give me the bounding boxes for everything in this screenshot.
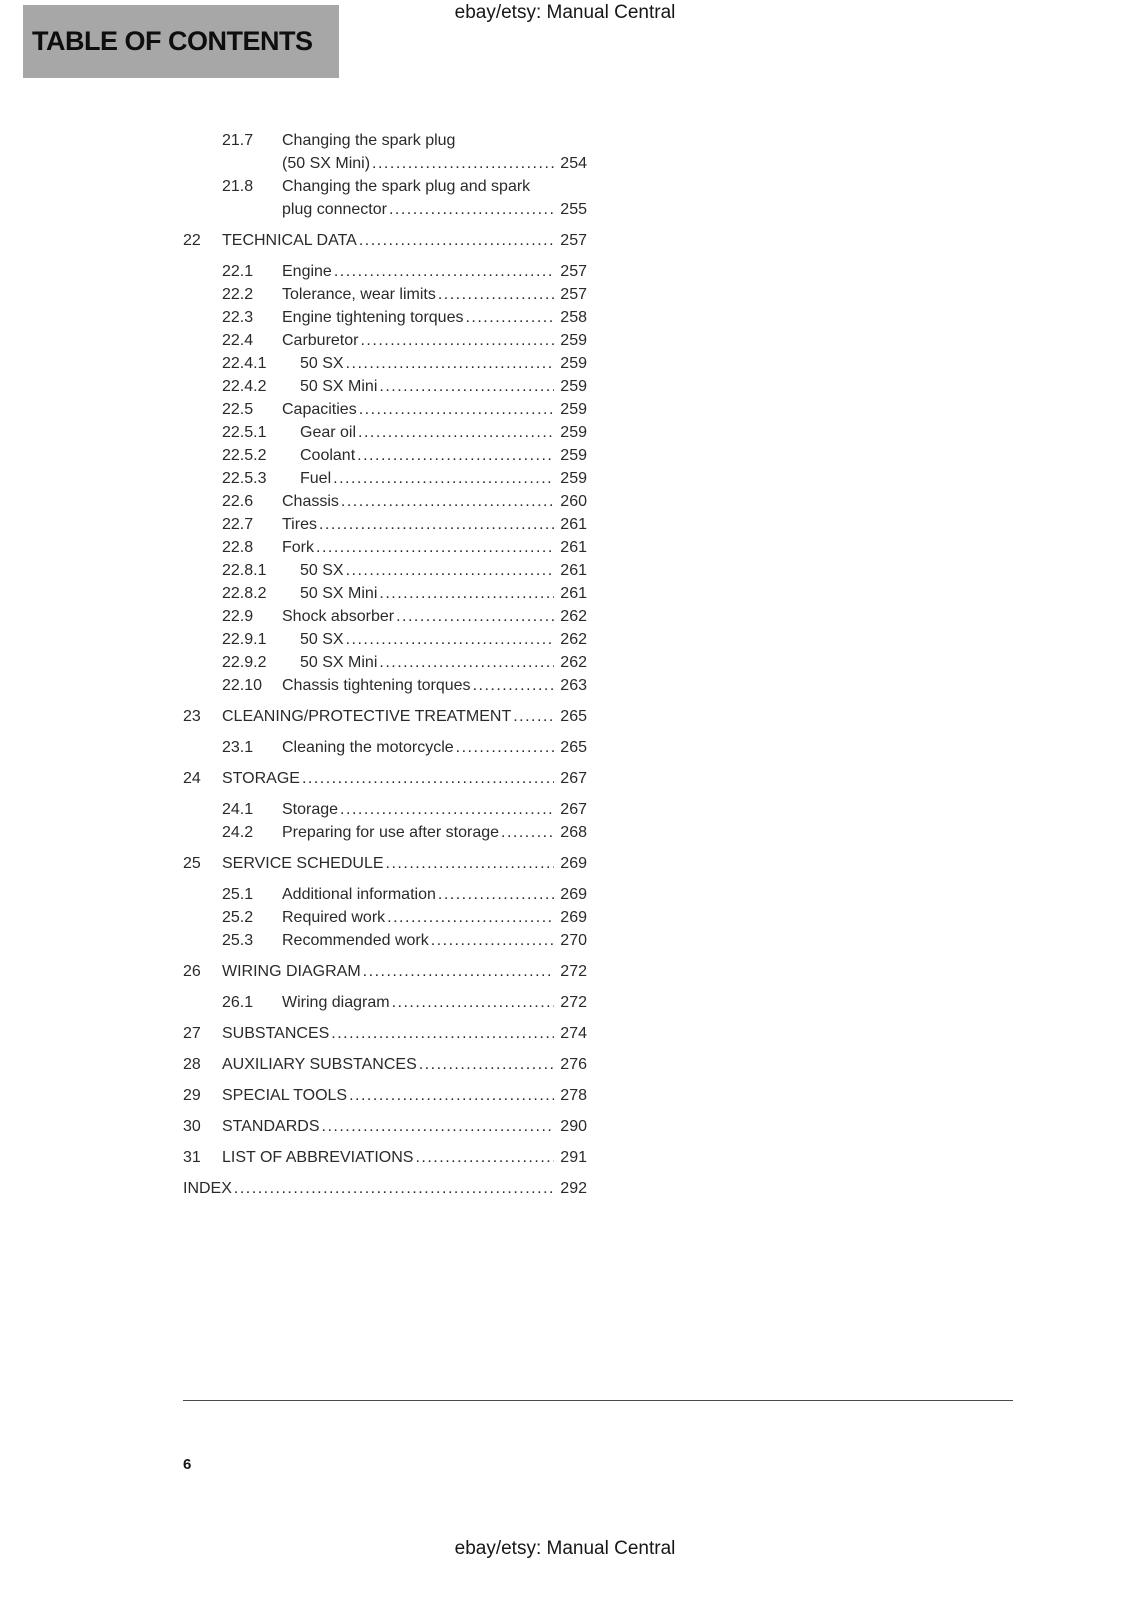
toc-entry-page: 262 (560, 631, 587, 648)
toc-entry (183, 375, 587, 398)
toc-entry-title: (50 SX Mini) (282, 155, 371, 172)
toc-entry-number: 25.1 (222, 886, 254, 903)
toc-entry-page: 260 (560, 493, 587, 510)
toc-entry (183, 329, 587, 352)
toc-entry-title: SPECIAL TOOLS (222, 1087, 348, 1104)
toc-entry-number: 23.1 (222, 739, 254, 756)
toc-entry-title: Engine (282, 263, 332, 280)
toc-entry-page: 272 (560, 994, 587, 1011)
toc-entry-title: STORAGE (222, 770, 300, 787)
toc-entry-title: SERVICE SCHEDULE (222, 855, 384, 872)
toc-entry-title: Carburetor (282, 332, 359, 349)
toc-entry (183, 821, 587, 844)
toc-entry-number: 24.2 (222, 824, 254, 841)
dot-leader (340, 798, 554, 821)
toc-entry-title: STANDARDS (222, 1118, 320, 1135)
toc-entry (183, 582, 587, 605)
toc-entry-number: 29 (183, 1087, 201, 1104)
dot-leader (234, 1177, 554, 1200)
toc-entry (183, 798, 587, 821)
toc-entry-title: 50 SX (300, 562, 344, 579)
toc-entry-title: TECHNICAL DATA (222, 232, 357, 249)
toc-entry (183, 883, 587, 906)
toc-entry-page: 255 (560, 201, 587, 218)
toc-entry-number: 22.3 (222, 309, 254, 326)
dot-leader (501, 821, 554, 844)
toc-entry-page: 270 (560, 932, 587, 949)
toc-entry (183, 605, 587, 628)
toc-entry-number: 25.3 (222, 932, 254, 949)
toc-entry-title: Fork (282, 539, 314, 556)
toc-entry-title: Additional information (282, 886, 436, 903)
toc-entry (183, 852, 587, 875)
toc-entry-page: 259 (560, 401, 587, 418)
toc-banner (23, 5, 339, 78)
toc-entry (183, 1177, 587, 1200)
page-number: 6 (183, 1456, 192, 1473)
toc-entry-number: 22.1 (222, 263, 254, 280)
toc-entry-number: 21.8 (222, 178, 254, 195)
dot-leader (359, 398, 554, 421)
toc-entry-page: 257 (560, 232, 587, 249)
toc-entry-page: 269 (560, 909, 587, 926)
toc-entry-title: Shock absorber (282, 608, 395, 625)
toc-entry (183, 283, 587, 306)
toc-entry (183, 352, 587, 375)
toc-entry-number: 22.7 (222, 516, 254, 533)
toc-entry-title: 50 SX Mini (300, 585, 378, 602)
toc-entry-page: 290 (560, 1118, 587, 1135)
toc-entry-number: 22.8.1 (222, 562, 267, 579)
toc-entry-title: 50 SX Mini (300, 654, 378, 671)
toc-entry (183, 536, 587, 559)
toc-entry-number: 25.2 (222, 909, 254, 926)
toc-entry-title: Engine tightening torques (282, 309, 464, 326)
toc-entry-page: 278 (560, 1087, 587, 1104)
dot-leader (360, 329, 554, 352)
toc-entry-page: 259 (560, 447, 587, 464)
dot-leader (346, 352, 554, 375)
dot-leader (319, 513, 554, 536)
dot-leader (357, 444, 554, 467)
page-title: TABLE OF CONTENTS (32, 26, 313, 56)
toc-entry-number: 22.9.2 (222, 654, 267, 671)
toc-entry-title: Tolerance, wear limits (282, 286, 436, 303)
toc-entry-number: 22.6 (222, 493, 254, 510)
toc-entry (183, 929, 587, 952)
toc-entry-page: 265 (560, 739, 587, 756)
toc-entry (183, 991, 587, 1014)
dot-leader (358, 421, 554, 444)
dot-leader (386, 852, 554, 875)
toc-entry-number: 26.1 (222, 994, 254, 1011)
toc-entry-title: 50 SX (300, 631, 344, 648)
toc-entry-page: 254 (560, 155, 587, 172)
toc-entry-number: 22.5.3 (222, 470, 267, 487)
toc-entry-title: INDEX (183, 1180, 232, 1197)
dot-leader (316, 536, 554, 559)
toc-entry (183, 306, 587, 329)
toc-entry (183, 444, 587, 467)
dot-leader (372, 152, 554, 175)
toc-entry-page: 291 (560, 1149, 587, 1166)
dot-leader (392, 991, 554, 1014)
toc-entry-title: Changing the spark plug (282, 132, 456, 149)
toc-entry-title: Gear oil (300, 424, 357, 441)
toc-entry-title: LIST OF ABBREVIATIONS (222, 1149, 414, 1166)
toc-entry-number: 31 (183, 1149, 201, 1166)
toc-entry-title: 50 SX (300, 355, 344, 372)
toc-entry (183, 490, 587, 513)
toc-list (183, 129, 587, 1200)
toc-entry-title: 50 SX Mini (300, 378, 378, 395)
toc-entry-page: 268 (560, 824, 587, 841)
toc-entry-page: 261 (560, 516, 587, 533)
toc-entry-number: 22.4.1 (222, 355, 267, 372)
footer-divider (183, 1400, 1013, 1401)
toc-entry (183, 559, 587, 582)
dot-leader (396, 605, 554, 628)
toc-entry-number: 22 (183, 232, 201, 249)
toc-entry-title: Recommended work (282, 932, 429, 949)
dot-leader (379, 651, 554, 674)
dot-leader (346, 559, 554, 582)
toc-entry-number: 24 (183, 770, 201, 787)
toc-entry-number: 22.10 (222, 677, 263, 694)
toc-entry-page: 276 (560, 1056, 587, 1073)
toc-entry-number: 22.9 (222, 608, 254, 625)
toc-entry (183, 421, 587, 444)
toc-entry (183, 960, 587, 983)
toc-entry-page: 263 (560, 677, 587, 694)
toc-entry-number: 30 (183, 1118, 201, 1135)
toc-entry-page: 259 (560, 378, 587, 395)
toc-entry-number: 22.8.2 (222, 585, 267, 602)
toc-entry-number: 22.5 (222, 401, 254, 418)
toc-entry-page: 269 (560, 855, 587, 872)
toc-entry-number: 22.4.2 (222, 378, 267, 395)
toc-entry (183, 736, 587, 759)
toc-entry-page: 257 (560, 286, 587, 303)
toc-entry-title: Required work (282, 909, 386, 926)
toc-entry-number: 23 (183, 708, 201, 725)
toc-entry-title: plug connector (282, 201, 387, 218)
toc-entry-number: 22.9.1 (222, 631, 267, 648)
toc-entry-number: 26 (183, 963, 201, 980)
toc-entry-title: Changing the spark plug and spark (282, 178, 531, 195)
toc-entry-page: 274 (560, 1025, 587, 1042)
toc-entry-page: 272 (560, 963, 587, 980)
dot-leader (513, 705, 554, 728)
dot-leader (359, 229, 554, 252)
toc-entry-page: 259 (560, 424, 587, 441)
bottom-running-header: ebay/etsy: Manual Central (454, 1538, 676, 1559)
toc-entry-page: 269 (560, 886, 587, 903)
toc-entry (183, 705, 587, 728)
toc-entry-page: 267 (560, 770, 587, 787)
toc-entry-page: 262 (560, 608, 587, 625)
toc-entry-page: 265 (560, 708, 587, 725)
toc-entry-page: 259 (560, 355, 587, 372)
toc-entry-title: WIRING DIAGRAM (222, 963, 361, 980)
dot-leader (431, 929, 554, 952)
dot-leader (334, 260, 554, 283)
toc-entry-page: 261 (560, 562, 587, 579)
top-running-header: ebay/etsy: Manual Central (454, 2, 676, 23)
toc-entry-page: 259 (560, 332, 587, 349)
toc-entry-page: 267 (560, 801, 587, 818)
dot-leader (341, 490, 554, 513)
dot-leader (387, 906, 554, 929)
dot-leader (322, 1115, 555, 1138)
dot-leader (346, 628, 554, 651)
dot-leader (333, 467, 554, 490)
dot-leader (389, 198, 554, 221)
dot-leader (438, 883, 554, 906)
toc-entry-page: 262 (560, 654, 587, 671)
toc-entry-page: 261 (560, 585, 587, 602)
dot-leader (419, 1053, 554, 1076)
toc-entry (183, 906, 587, 929)
toc-entry (183, 674, 587, 697)
toc-entry (183, 651, 587, 674)
toc-entry-title: Preparing for use after storage (282, 824, 500, 841)
toc-entry-title: Capacities (282, 401, 357, 418)
dot-leader (331, 1022, 554, 1045)
toc-entry (183, 467, 587, 490)
toc-entry-title: Storage (282, 801, 339, 818)
toc-entry-number: 25 (183, 855, 201, 872)
toc-entry-number: 22.2 (222, 286, 254, 303)
toc-entry-page: 292 (560, 1180, 587, 1197)
toc-entry-page: 258 (560, 309, 587, 326)
toc-entry-title: Chassis (282, 493, 339, 510)
toc-entry (183, 129, 587, 175)
dot-leader (379, 375, 554, 398)
toc-entry (183, 1053, 587, 1076)
dot-leader (302, 767, 554, 790)
toc-entry (183, 628, 587, 651)
toc-entry-title: AUXILIARY SUBSTANCES (222, 1056, 417, 1073)
toc-entry (183, 175, 587, 221)
toc-entry-number: 22.8 (222, 539, 254, 556)
dot-leader (473, 674, 554, 697)
toc-entry-page: 257 (560, 263, 587, 280)
toc-entry (183, 513, 587, 536)
toc-entry (183, 1146, 587, 1169)
toc-entry-page: 261 (560, 539, 587, 556)
toc-entry-number: 22.5.2 (222, 447, 267, 464)
toc-entry-title: Cleaning the motorcycle (282, 739, 454, 756)
toc-entry-number: 21.7 (222, 132, 254, 149)
dot-leader (456, 736, 554, 759)
dot-leader (363, 960, 554, 983)
toc-entry-number: 22.5.1 (222, 424, 267, 441)
toc-entry (183, 1022, 587, 1045)
toc-entry-title: CLEANING/PROTECTIVE TREATMENT (222, 708, 512, 725)
toc-entry (183, 767, 587, 790)
dot-leader (379, 582, 554, 605)
toc-entry (183, 1084, 587, 1107)
toc-entry-title: SUBSTANCES (222, 1025, 330, 1042)
toc-entry-number: 24.1 (222, 801, 254, 818)
dot-leader (415, 1146, 554, 1169)
toc-entry (183, 1115, 587, 1138)
toc-entry-title: Chassis tightening torques (282, 677, 471, 694)
toc-entry-number: 28 (183, 1056, 201, 1073)
dot-leader (438, 283, 554, 306)
toc-entry (183, 229, 587, 252)
toc-entry-number: 27 (183, 1025, 201, 1042)
toc-entry-page: 259 (560, 470, 587, 487)
toc-entry (183, 398, 587, 421)
toc-entry-title: Tires (282, 516, 317, 533)
toc-entry-title: Wiring diagram (282, 994, 390, 1011)
toc-entry-title: Fuel (300, 470, 332, 487)
dot-leader (465, 306, 554, 329)
dot-leader (349, 1084, 554, 1107)
toc-entry-number: 22.4 (222, 332, 254, 349)
toc-entry (183, 260, 587, 283)
toc-entry-title: Coolant (300, 447, 356, 464)
